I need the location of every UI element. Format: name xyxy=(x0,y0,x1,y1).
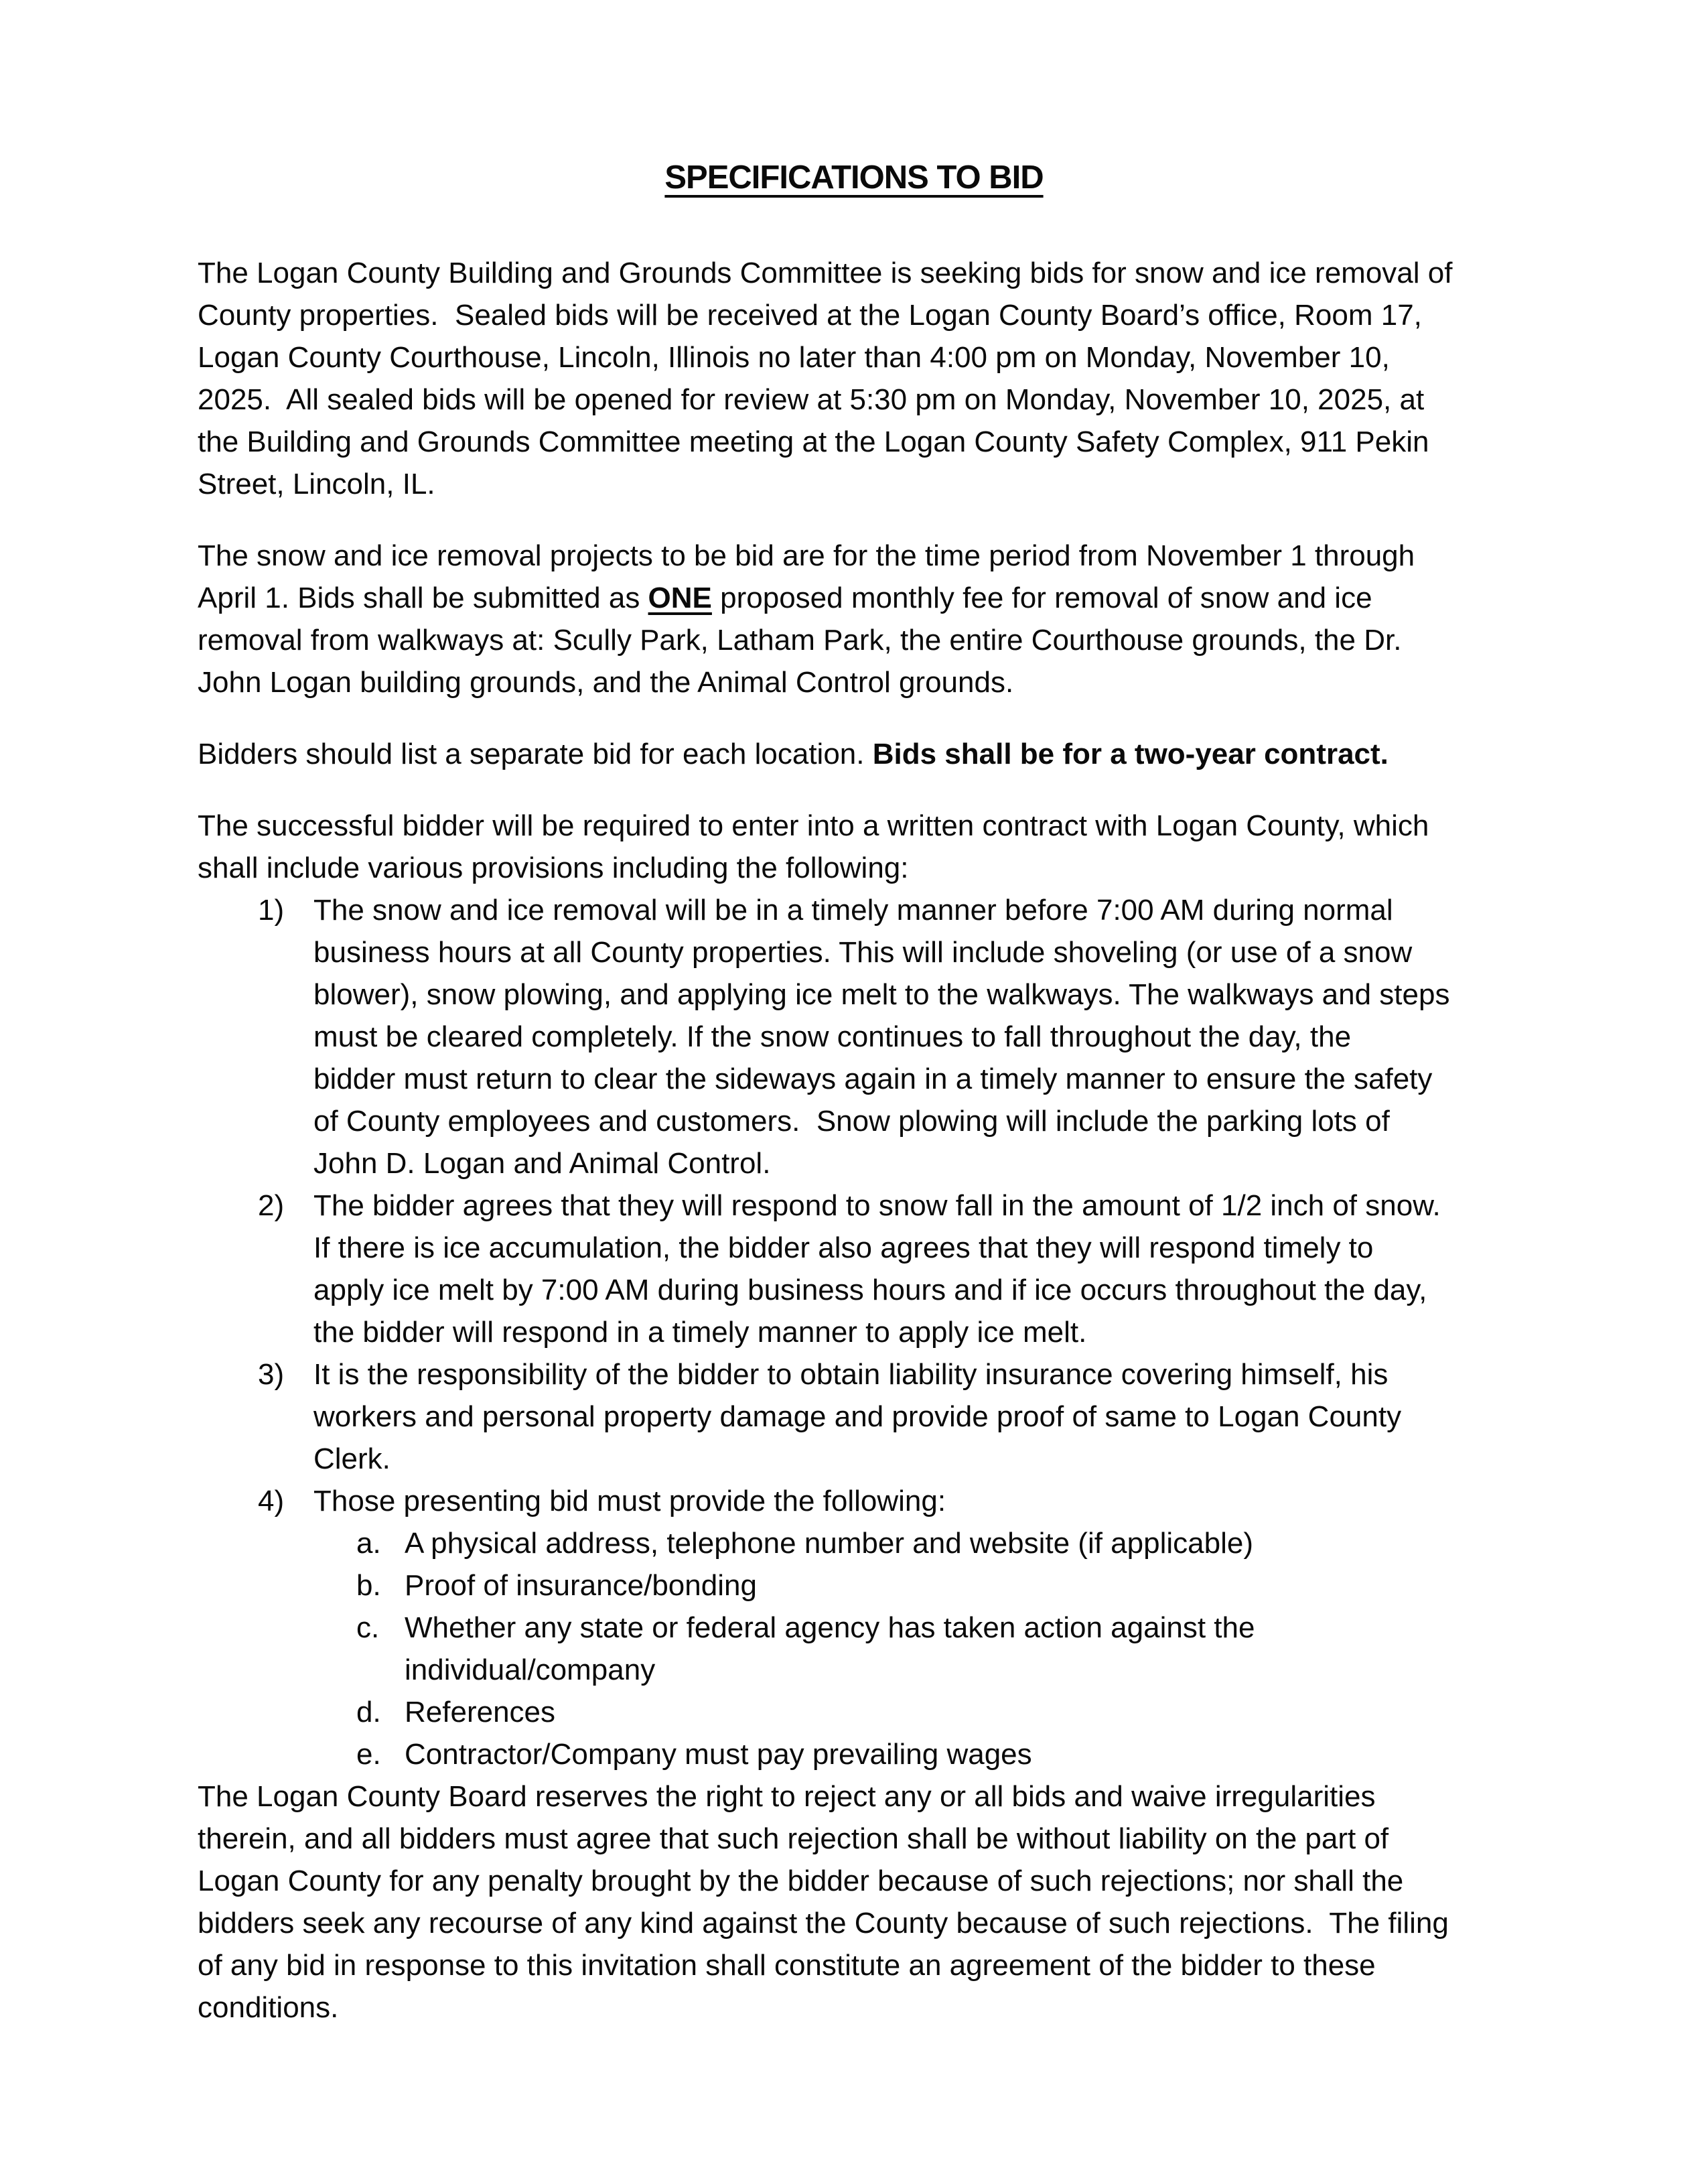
sub-list-item xyxy=(356,1733,1510,1775)
text-line xyxy=(313,1227,1510,1269)
sub-list-item xyxy=(356,1522,1510,1564)
paragraph xyxy=(198,535,1510,703)
list-item-marker: 2) xyxy=(258,1189,285,1222)
list-item xyxy=(198,889,1510,1184)
list-item xyxy=(198,1353,1510,1480)
text-line xyxy=(198,805,1510,847)
text-line xyxy=(405,1607,1510,1649)
list-item-marker: 3) xyxy=(258,1358,285,1391)
list-item-content xyxy=(313,889,1510,1184)
text-line xyxy=(198,619,1510,661)
text-segment: County properties. Sealed bids will be received at the Logan County Board’s office, Room 17, xyxy=(198,299,1422,332)
text-segment: The successful bidder will be required to enter into a written contract with Logan County, which xyxy=(198,809,1429,842)
text-segment: If there is ice accumulation, the bidder also agrees that they will respond timely to xyxy=(313,1231,1374,1264)
text-line xyxy=(198,1986,1510,2029)
text-line xyxy=(198,294,1510,336)
text-line xyxy=(313,1058,1510,1100)
list-item-content xyxy=(313,1480,1510,1775)
text-line xyxy=(198,1818,1510,1860)
text-segment: A physical address, telephone number and website (if applicable) xyxy=(405,1527,1253,1560)
text-segment: The Logan County Building and Grounds Committee is seeking bids for snow and ice removal of xyxy=(198,257,1453,289)
text-line xyxy=(198,733,1510,775)
sub-list-item-marker: b. xyxy=(356,1569,381,1602)
text-segment: The Logan County Board reserves the right to reject any or all bids and waive irregularities xyxy=(198,1780,1376,1813)
text-line xyxy=(313,1480,1510,1522)
list-item xyxy=(198,1184,1510,1353)
sub-list-item xyxy=(356,1607,1510,1691)
list-item-content xyxy=(313,1184,1510,1353)
text-segment: April 1. Bids shall be submitted as xyxy=(198,582,648,614)
text-line xyxy=(405,1733,1510,1775)
text-segment: the Building and Grounds Committee meeting at the Logan County Safety Complex, 911 Pekin xyxy=(198,425,1429,458)
text-line xyxy=(198,1860,1510,1902)
text-segment: of any bid in response to this invitation shall constitute an agreement of the bidder to these xyxy=(198,1949,1376,1982)
text-line xyxy=(198,1944,1510,1986)
list-item-content xyxy=(313,1353,1510,1480)
text-segment: Street, Lincoln, IL. xyxy=(198,468,435,500)
text-line xyxy=(313,1396,1510,1438)
sub-list-item-content xyxy=(405,1691,1510,1733)
text-segment: The snow and ice removal will be in a timely manner before 7:00 AM during normal xyxy=(313,894,1393,927)
list-item-marker: 4) xyxy=(258,1485,285,1517)
text-segment: of County employees and customers. Snow plowing will include the parking lots of xyxy=(313,1105,1390,1138)
sub-list-item-marker: c. xyxy=(356,1611,380,1644)
document-title-text: SPECIFICATIONS TO BID xyxy=(664,159,1044,196)
sub-list-item-content xyxy=(405,1607,1510,1691)
sub-list-item-marker: e. xyxy=(356,1738,381,1771)
text-line xyxy=(198,336,1510,379)
numbered-list xyxy=(198,889,1510,1775)
text-line xyxy=(313,1269,1510,1311)
text-line xyxy=(405,1522,1510,1564)
list-item xyxy=(198,1480,1510,1775)
text-segment: removal from walkways at: Scully Park, Latham Park, the entire Courthouse grounds, the Dr. xyxy=(198,624,1402,657)
sub-list-item-content xyxy=(405,1564,1510,1607)
text-segment: must be cleared completely. If the snow continues to fall throughout the day, the xyxy=(313,1020,1352,1053)
text-line xyxy=(198,421,1510,463)
text-line xyxy=(198,379,1510,421)
paragraph xyxy=(198,805,1510,889)
text-segment: Clerk. xyxy=(313,1442,390,1475)
text-line xyxy=(198,1775,1510,1818)
text-line xyxy=(198,252,1510,294)
text-segment: conditions. xyxy=(198,1991,339,2024)
text-line xyxy=(313,1353,1510,1396)
text-segment: bidders seek any recourse of any kind against the County because of such rejections. The filing xyxy=(198,1907,1449,1940)
text-line xyxy=(313,1100,1510,1142)
sub-list-item-content xyxy=(405,1733,1510,1775)
list-item-marker: 1) xyxy=(258,894,285,927)
text-segment: The bidder agrees that they will respond to snow fall in the amount of 1/2 inch of snow. xyxy=(313,1189,1441,1222)
sub-list-item xyxy=(356,1691,1510,1733)
text-segment: John D. Logan and Animal Control. xyxy=(313,1147,771,1180)
text-segment: workers and personal property damage and provide proof of same to Logan County xyxy=(313,1400,1402,1433)
text-line xyxy=(405,1691,1510,1733)
text-line xyxy=(198,1902,1510,1944)
sub-list-item-marker: a. xyxy=(356,1527,381,1560)
text-segment: Whether any state or federal agency has taken action against the xyxy=(405,1611,1255,1644)
text-segment: Bidders should list a separate bid for each location. xyxy=(198,738,873,770)
text-segment: Proof of insurance/bonding xyxy=(405,1569,757,1602)
sub-list-item-content xyxy=(405,1522,1510,1564)
text-line xyxy=(405,1564,1510,1607)
text-line xyxy=(198,847,1510,889)
text-segment: References xyxy=(405,1696,556,1729)
text-segment: John Logan building grounds, and the Animal Control grounds. xyxy=(198,666,1014,699)
text-segment: bidder must return to clear the sideways again in a timely manner to ensure the safety xyxy=(313,1063,1433,1095)
text-line xyxy=(313,1016,1510,1058)
paragraph xyxy=(198,733,1510,775)
text-line xyxy=(313,1184,1510,1227)
text-line xyxy=(198,577,1510,619)
text-segment: apply ice melt by 7:00 AM during business hours and if ice occurs throughout the day, xyxy=(313,1274,1427,1306)
text-segment: business hours at all County properties. This will include shoveling (or use of a snow xyxy=(313,936,1413,969)
document-body xyxy=(198,252,1510,2029)
document-title xyxy=(198,155,1510,200)
text-segment: shall include various provisions including the following: xyxy=(198,852,909,884)
text-segment: individual/company xyxy=(405,1653,656,1686)
paragraph xyxy=(198,1775,1510,2029)
text-line xyxy=(405,1649,1510,1691)
text-segment: proposed monthly fee for removal of snow and ice xyxy=(711,582,1372,614)
text-line xyxy=(313,1142,1510,1184)
text-line xyxy=(313,931,1510,973)
text-segment: blower), snow plowing, and applying ice melt to the walkways. The walkways and steps xyxy=(313,978,1450,1011)
text-line xyxy=(313,1311,1510,1353)
text-line xyxy=(198,661,1510,703)
paragraph xyxy=(198,252,1510,505)
text-segment: Logan County Courthouse, Lincoln, Illinois no later than 4:00 pm on Monday, November 10, xyxy=(198,341,1390,374)
text-line xyxy=(313,889,1510,931)
sub-list-item-marker: d. xyxy=(356,1696,381,1729)
text-segment: 2025. All sealed bids will be opened for review at 5:30 pm on Monday, November 10, 2025, at xyxy=(198,383,1425,416)
text-line xyxy=(313,1438,1510,1480)
text-segment: It is the responsibility of the bidder to obtain liability insurance covering himself, his xyxy=(313,1358,1389,1391)
emphasis-text: Bids shall be for a two-year contract. xyxy=(872,738,1389,770)
text-line xyxy=(198,463,1510,505)
text-segment: Logan County for any penalty brought by the bidder because of such rejections; nor shall the xyxy=(198,1865,1404,1897)
text-line xyxy=(313,973,1510,1016)
text-segment: therein, and all bidders must agree that such rejection shall be without liability on the part of xyxy=(198,1822,1389,1855)
text-line xyxy=(198,535,1510,577)
sub-list-item xyxy=(356,1564,1510,1607)
emphasis-text: ONE xyxy=(648,582,712,614)
text-segment: the bidder will respond in a timely manner to apply ice melt. xyxy=(313,1316,1087,1349)
text-segment: Contractor/Company must pay prevailing wages xyxy=(405,1738,1032,1771)
text-segment: Those presenting bid must provide the following: xyxy=(313,1485,946,1517)
text-segment: The snow and ice removal projects to be bid are for the time period from November 1 through xyxy=(198,539,1415,572)
